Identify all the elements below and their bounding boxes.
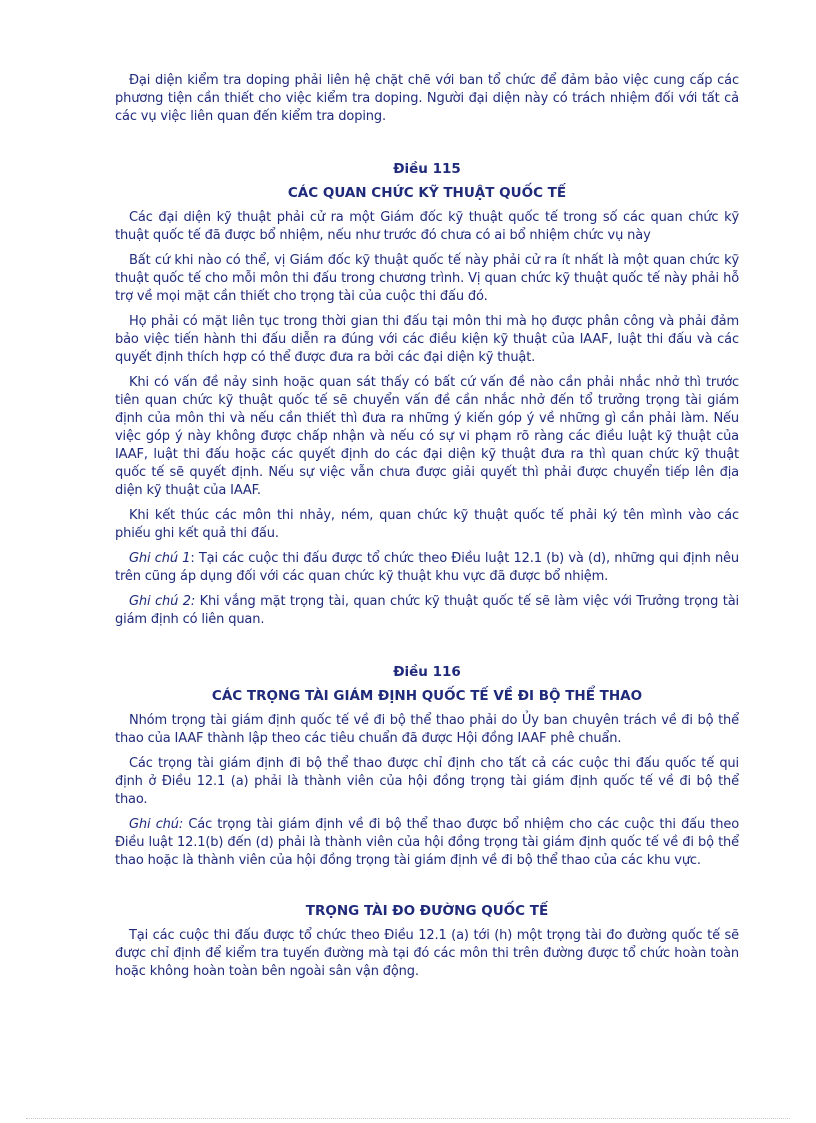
note-2-text: Khi vắng mặt trọng tài, quan chức kỹ thuật quốc tế sẽ làm việc với Trưởng trọng tài giám định có liên quan.	[115, 594, 739, 627]
document-page	[115, 72, 739, 988]
road-section-title: TRỌNG TÀI ĐO ĐƯỜNG QUỐC TẾ	[305, 903, 549, 919]
article-115-paragraph-3: Họ phải có mặt liên tục trong thời gian thi đấu tại môn thi mà họ được phân công và phải đảm bảo việc tiến hành thi đấu diễn ra đúng với các điều kiện kỹ thuật của IAAF, luật thi đấu và các quyết định thích hợp có thể được đưa ra bởi các đại diện kỹ thuật.	[115, 314, 739, 365]
article-115-title: CÁC QUAN CHỨC KỸ THUẬT QUỐC TẾ	[287, 185, 567, 201]
article-115-paragraph-1: Các đại diện kỹ thuật phải cử ra một Giám đốc kỹ thuật quốc tế trong số các quan chức kỹ thuật quốc tế đã được bổ nhiệm, nếu như trước đó chưa có ai bổ nhiệm chức vụ này	[115, 210, 739, 243]
article-115-paragraph-4: Khi có vấn đề nảy sinh hoặc quan sát thấy có bất cứ vấn đề nào cần phải nhắc nhở thì trước tiên quan chức kỹ thuật quốc tế sẽ chuyển vấn đề cần nhắc nhở đến tổ trưởng trọng tài giám định của môn thi và nếu cần thiết thì đưa ra những ý kiến góp ý về những gì cần phải làm. Nếu việc góp ý này không được chấp nhận và nếu có sự vi phạm rõ ràng các điều luật kỹ thuật của IAAF, luật thi đấu hoặc các quyết định do các đại diện kỹ thuật đưa ra thì quan chức kỹ thuật quốc tế sẽ quyết định. Nếu sự việc vẫn chưa được giải quyết thì phải được chuyển tiếp lên địa diện kỹ thuật của IAAF.	[115, 375, 739, 498]
article-115-number: Điều 115	[393, 161, 461, 177]
article-116-title: CÁC TRỌNG TÀI GIÁM ĐỊNH QUỐC TẾ VỀ ĐI BỘ THỂ THAO	[211, 688, 643, 704]
article-115-note-2	[115, 593, 739, 629]
note-text: Các trọng tài giám định về đi bộ thể thao được bổ nhiệm cho các cuộc thi đấu theo Điều luật 12.1(b) đến (d) phải là thành viên của hội đồng trọng tài giám định quốc tế về đi bộ thể thao hoặc là thành viên của hội đồng trọng tài giám định về đi bộ thể thao của các khu vực.	[115, 817, 739, 868]
article-116-number: Điều 116	[393, 664, 461, 680]
note-2-label: Ghi chú 2:	[129, 594, 196, 609]
article-116-note	[115, 816, 739, 870]
article-116-paragraph-2: Các trọng tài giám định đi bộ thể thao được chỉ định cho tất cả các cuộc thi đấu quốc tế qui định ở Điều 12.1 (a) phải là thành viên của hội đồng trọng tài giám định quốc tế về đi bộ thể thao.	[115, 756, 739, 807]
note-label: Ghi chú:	[129, 817, 184, 832]
road-section-paragraph: Tại các cuộc thi đấu được tổ chức theo Điều 12.1 (a) tới (h) một trọng tài đo đường quốc tế sẽ được chỉ định để kiểm tra tuyến đường mà tại đó các môn thi trên đường được tổ chức hoàn toàn hoặc không hoàn toàn bên ngoài sân vận động.	[115, 928, 739, 979]
article-115-paragraph-2: Bất cứ khi nào có thể, vị Giám đốc kỹ thuật quốc tế này phải cử ra ít nhất là một quan chức kỹ thuật quốc tế cho mỗi môn thi đấu trong chương trình. Vị quan chức kỹ thuật quốc tế này phải hỗ trợ về mọi mặt cần thiết cho trọng tài của cuộc thi đấu đó.	[115, 253, 739, 304]
note-1-text: : Tại các cuộc thi đấu được tổ chức theo Điều luật 12.1 (b) và (d), những qui định nêu trên cũng áp dụng đối với các quan chức kỹ thuật khu vực đã được bổ nhiệm.	[115, 551, 739, 584]
page-footer-divider	[26, 1118, 790, 1119]
article-115-note-1	[115, 550, 739, 586]
article-116-paragraph-1: Nhóm trọng tài giám định quốc tế về đi bộ thể thao phải do Ủy ban chuyên trách về đi bộ thể thao của IAAF thành lập theo các tiêu chuẩn đã được Hội đồng IAAF phê chuẩn.	[115, 713, 739, 746]
note-1-label: Ghi chú 1	[129, 551, 191, 566]
article-115-paragraph-5: Khi kết thúc các môn thi nhảy, ném, quan chức kỹ thuật quốc tế phải ký tên mình vào các phiếu ghi kết quả thi đấu.	[115, 508, 739, 541]
intro-paragraph: Đại diện kiểm tra doping phải liên hệ chặt chẽ với ban tổ chức để đảm bảo việc cung cấp các phương tiện cần thiết cho việc kiểm tra doping. Người đại diện này có trách nhiệm đối với tất cả các vụ việc liên quan đến kiểm tra doping.	[115, 73, 739, 124]
